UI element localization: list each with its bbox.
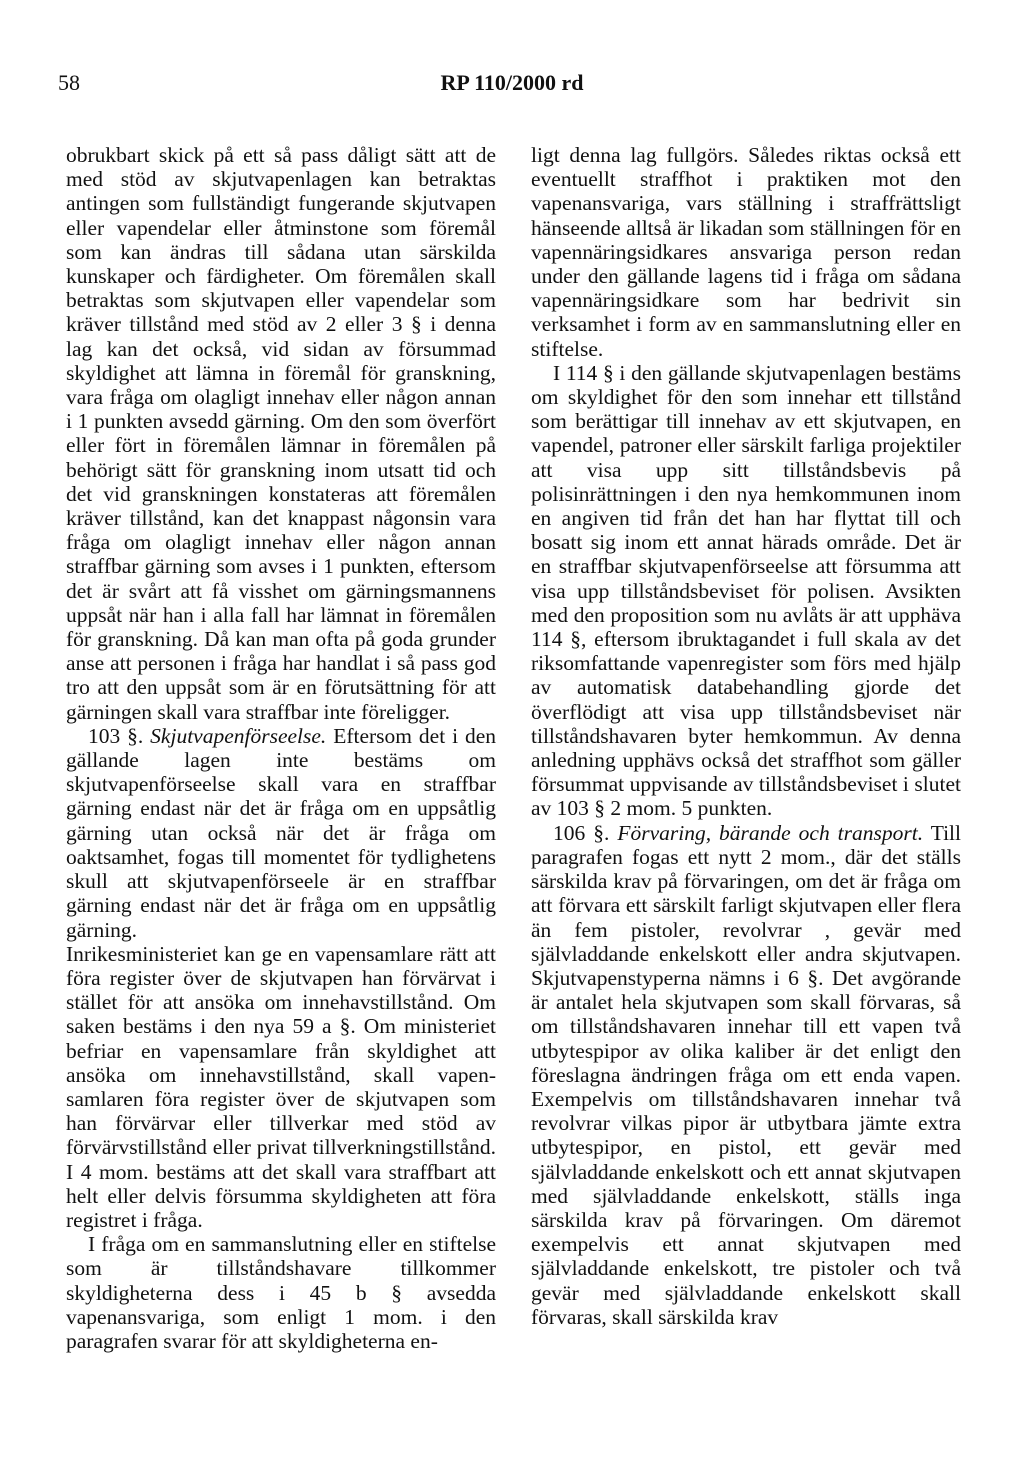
paragraph-continued-right: ligt denna lag fullgörs. Således riktas också ett eventuellt straffhot i praktiken mot den vapenansvariga, vars ställning i straffrättsligt hänseende alltså är likadan som ställningen för en vapennäringsidkares ansvariga person redan under den gällande lagens tid i fråga om sådana vapennäringsidkare som har bedrivit sin verksamhet i form av en sammanslutning eller en stiftelse. xyxy=(531,143,961,361)
paragraph-114: I 114 § i den gällande skjutvapenlagen bestäms om skyldighet för den som innehar ett tillstånd som berättigar till innehav av ett skjutvapen, en vapendel, patroner eller särskilt farliga projektiler att visa upp sitt tillståndsbevis på polisinrättningen i den nya hemkommunen inom en angiven tid från det han har flyttat till och bosatt sig inom ett annat härads område. Det är en straffbar skjutvapenförseelse att försumma att visa upp tillståndsbeviset för polisen. Avsikten med den proposition som nu avlåts är att upphäva 114 §, eftersom ibruktagandet i full skala av det riksomfattande vapenregister som förs med hjälp av automatisk databehandling gjorde det överflödigt att visa upp tillståndsbeviset när tillståndshavaren byter hemkommun. Av denna anledning upphävs också det straffhot som gäller försummat uppvisande av tillståndsbeviset i slutet av 103 § 2 mom. 5 punkten. xyxy=(531,360,961,821)
section-text: Eftersom det i den gällande lagen inte bestäms om skjutvapenförseelse skall vara en straffbar gärning endast när det är fråga om en uppsåtlig gärning utan också när det är fråga om oaktsamhet, fogas till momentet för tydlighetens skull att skjutvapenförseele är en straffbar gärning endast när det är fråga om en uppsåtlig gärning. xyxy=(66,723,496,942)
section-heading: Förvaring, bärande och transport. xyxy=(617,820,924,845)
paragraph-sammanslutning: I fråga om en sammanslutning eller en stiftelse som är tillståndshavare tillkommer skyldigheterna dess i 45 b § avsedda vapenansvariga, som enligt 1 mom. i den paragrafen svarar för att skyldigheterna en- xyxy=(66,1232,496,1353)
section-text: Till paragrafen fogas ett nytt 2 mom., där det ställs särskilda krav på förvaringen, om det är fråga om att förvara ett särskilt farligt skjutvapen eller flera än fem pistoler, revolvrar , gevär med självladdande enkelskott eller andra skjutvapen. Skjutvapenstyperna nämns i 6 §. Det avgörande är antalet hela skjutvapen som skall förvaras, så om tillståndshavaren innehar till ett vapen två utbytespipor av olika kaliber är det enligt den föreslagna ändringen fråga om ett enda vapen. Exempelvis om tillståndshavaren innehar två revolvrar vilkas pipor är utbytbara jämte extra utbytespipor, en pistol, ett gevär med självladdande enkelskott och ett annat skjutvapen med självladdande enkelskott, ställs inga särskilda krav på förvaringen. Om däremot exempelvis ett annat skjutvapen med självladdande enkelskott, tre pistoler och två gevär med självladdande enkelskott skall förvaras, skall särskilda krav xyxy=(531,820,961,1329)
paragraph-section-106 xyxy=(531,821,961,1329)
paragraph-continued: obrukbart skick på ett så pass dåligt sätt att de med stöd av skjutvapenlagen kan betraktas antingen som fullständigt fungerande skjutvapen eller vapendelar eller åtminstone som föremål som kan ändras till sådana utan särskilda kunskaper och färdigheter. Om föremålen skall betraktas som skjutvapen eller vapendelar som kräver tillstånd med stöd av 2 eller 3 § i denna lag kan det också, vid sidan av försummad skyldighet att lämna in föremål för granskning, vara fråga om olagligt innehav eller någon annan i 1 punkten avsedd gärning. Om den som överfört eller fört in föremålen lämnar in föremålen på behörigt sätt för granskning inom utsatt tid och det vid granskningen konstateras att föremålen kräver tillstånd, kan det knappast någonsin vara fråga om olagligt innehav eller någon annan straffbar gärning som avses i 1 punkten, eftersom det är svårt att få visshet om gärningsmannens uppsåt när han i alla fall har lämnat in föremålen för granskning. Då kan man ofta på goda grunder anse att personen i fråga har handlat i så pass god tro att den uppsåt som är en förutsättning för att gärningen skall vara straffbar inte föreligger. xyxy=(66,143,496,724)
page-header xyxy=(0,70,1024,100)
paragraph-section-103 xyxy=(66,724,496,942)
right-column xyxy=(531,143,961,1329)
page-number: 58 xyxy=(58,70,80,95)
section-heading: Skjutvapenförseelse. xyxy=(150,723,327,748)
paragraph-vapensamlare: Inrikesministeriet kan ge en vapensamlare rätt att föra register över de skjutvapen han förvärvat i stället för att ansöka om innehavstillstånd. Om saken bestäms i den nya 59 a §. Om ministeriet befriar en vapensamlare från skyldighet att ansöka om innehavstillstånd, skall vapen- samlaren föra register över de skjutvapen som han förvärvar eller tillverkar med stöd av förvärvstillstånd eller privat tillverkningstillstånd. I 4 mom. bestäms att det skall vara straffbart att helt eller delvis försumma skyldigheten att föra registret i fråga. xyxy=(66,941,496,1232)
left-column xyxy=(66,143,496,1353)
section-number: 106 §. xyxy=(553,820,618,845)
document-reference: RP 110/2000 rd xyxy=(440,70,584,95)
section-number: 103 §. xyxy=(88,723,151,748)
